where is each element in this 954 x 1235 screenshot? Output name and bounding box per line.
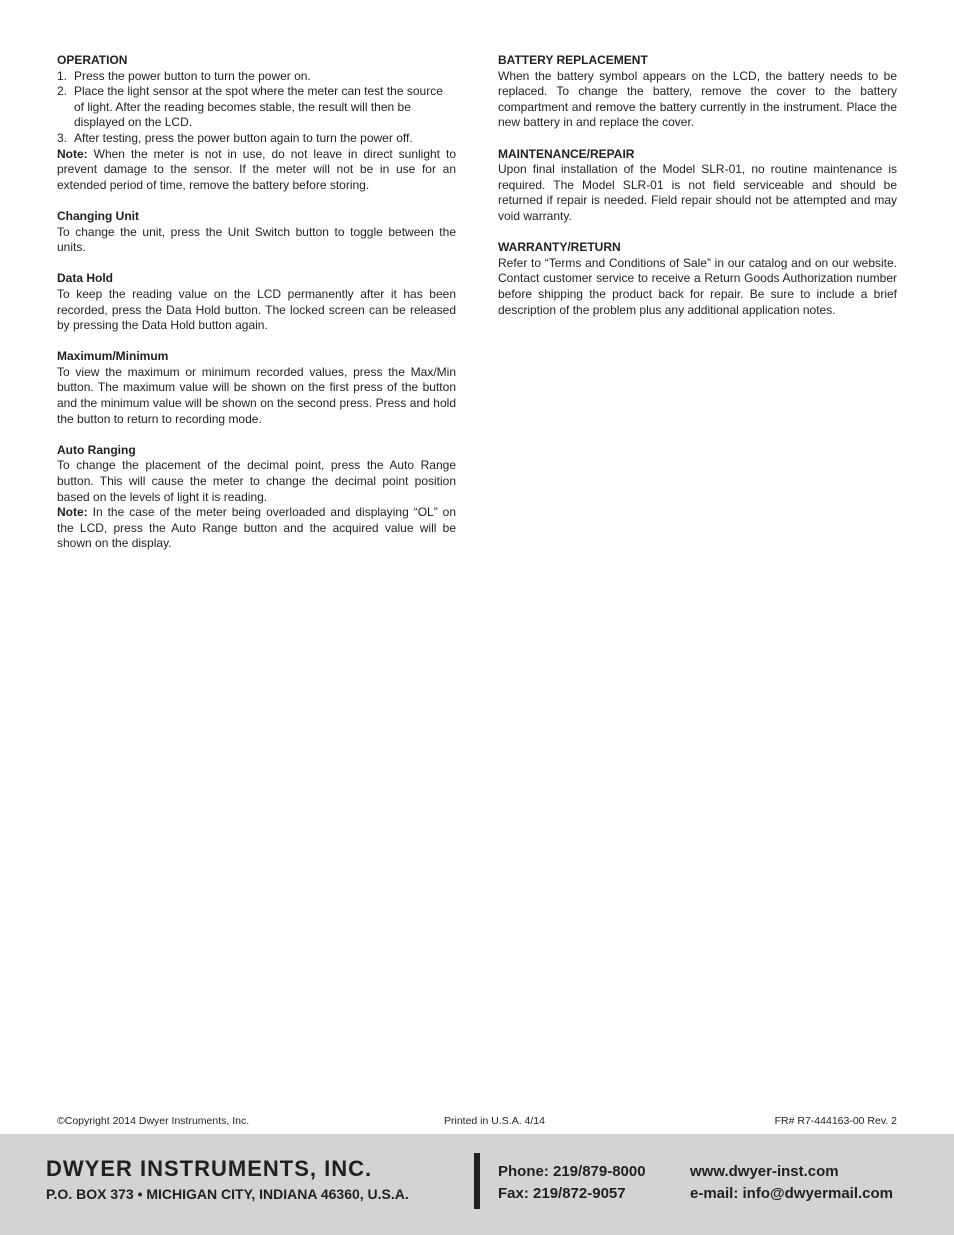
email-link[interactable]: e-mail: info@dwyermail.com bbox=[690, 1185, 894, 1202]
operation-heading: OPERATION bbox=[57, 53, 128, 67]
operation-steps bbox=[57, 69, 456, 147]
changing-unit-text: To change the unit, press the Unit Switch button to toggle between the units. bbox=[57, 224, 456, 255]
data-hold-section bbox=[57, 271, 456, 333]
note-text: In the case of the meter being overloaded and displaying “OL” on the LCD, press the Auto Range button and the acquired value will be shown on the display. bbox=[57, 505, 456, 551]
operation-step bbox=[57, 69, 456, 85]
footer-bar bbox=[0, 1134, 954, 1235]
max-min-heading: Maximum/Minimum bbox=[57, 349, 169, 364]
right-column bbox=[498, 53, 897, 334]
auto-ranging-note bbox=[57, 505, 456, 552]
maintenance-text: Upon final installation of the Model SLR-01, no routine maintenance is required. The Model SLR-01 is not field serviceable and should be returned if repair is needed. Field repair should not be attempted and may void warranty. bbox=[498, 162, 897, 223]
copyright-text: ©Copyright 2014 Dwyer Instruments, Inc. bbox=[57, 1115, 250, 1127]
left-column bbox=[57, 53, 456, 568]
maintenance-heading: MAINTENANCE/REPAIR bbox=[498, 146, 635, 161]
auto-ranging-section bbox=[57, 443, 456, 552]
auto-ranging-heading: Auto Ranging bbox=[57, 442, 136, 457]
maintenance-section bbox=[498, 147, 897, 225]
company-address: P.O. BOX 373 • MICHIGAN CITY, INDIANA 46360, U.S.A. bbox=[46, 1186, 409, 1202]
note-label: Note: bbox=[57, 505, 88, 520]
operation-note bbox=[57, 147, 456, 194]
step-number: 1. bbox=[57, 68, 68, 83]
battery-text: When the battery symbol appears on the LCD, the battery needs to be replaced. To change the battery, remove the cover to the battery compartment and remove the battery currently in the instrument. Place the new battery in and replace the cover. bbox=[498, 68, 897, 130]
step-text: Press the power button to turn the power on. bbox=[74, 68, 311, 83]
step-text: Place the light sensor at the spot where the meter can test the source of light. After the reading becomes stable, the result will then be displayed on the LCD. bbox=[74, 84, 443, 130]
max-min-text: To view the maximum or minimum recorded values, press the Max/Min button. The maximum value will be shown on the first press of the button and the minimum value will be shown on the second press. Press and hold the button to return to recording mode. bbox=[57, 364, 456, 426]
phone-number: Phone: 219/879-8000 bbox=[498, 1163, 646, 1180]
footer-divider bbox=[474, 1153, 480, 1209]
operation-step bbox=[57, 131, 456, 147]
step-number: 3. bbox=[57, 130, 68, 145]
changing-unit-heading: Changing Unit bbox=[57, 208, 139, 223]
website-link[interactable]: www.dwyer-inst.com bbox=[690, 1163, 839, 1180]
warranty-text: Refer to “Terms and Conditions of Sale” in our catalog and on our website. Contact customer service to receive a Return Goods Authorization number before shipping the product back for repair. Be sure to include a brief description of the problem plus any additional application notes. bbox=[498, 255, 897, 317]
battery-heading: BATTERY REPLACEMENT bbox=[498, 53, 648, 67]
step-number: 2. bbox=[57, 84, 68, 99]
changing-unit-section bbox=[57, 209, 456, 256]
form-number: FR# R7-444163-00 Rev. 2 bbox=[774, 1115, 897, 1127]
battery-section bbox=[498, 53, 897, 131]
auto-ranging-text: To change the placement of the decimal point, press the Auto Range button. This will cause the meter to change the decimal point position based on the levels of light it is reading. bbox=[57, 458, 456, 504]
fax-number: Fax: 219/872-9057 bbox=[498, 1185, 626, 1202]
company-name: DWYER INSTRUMENTS, INC. bbox=[46, 1156, 373, 1181]
step-text: After testing, press the power button again to turn the power off. bbox=[74, 130, 413, 145]
operation-section bbox=[57, 53, 456, 193]
max-min-section bbox=[57, 349, 456, 427]
data-hold-heading: Data Hold bbox=[57, 271, 114, 286]
note-label: Note: bbox=[57, 146, 88, 161]
printed-text: Printed in U.S.A. 4/14 bbox=[444, 1115, 545, 1127]
data-hold-text: To keep the reading value on the LCD permanently after it has been recorded, press the Data Hold button. The locked screen can be released by pressing the Data Hold button again. bbox=[57, 286, 456, 333]
operation-step bbox=[57, 84, 456, 131]
warranty-section bbox=[498, 240, 897, 318]
note-text: When the meter is not in use, do not leave in direct sunlight to prevent damage to the sensor. If the meter will not be in use for an extended period of time, remove the battery before storing. bbox=[57, 146, 456, 192]
warranty-heading: WARRANTY/RETURN bbox=[498, 240, 621, 255]
